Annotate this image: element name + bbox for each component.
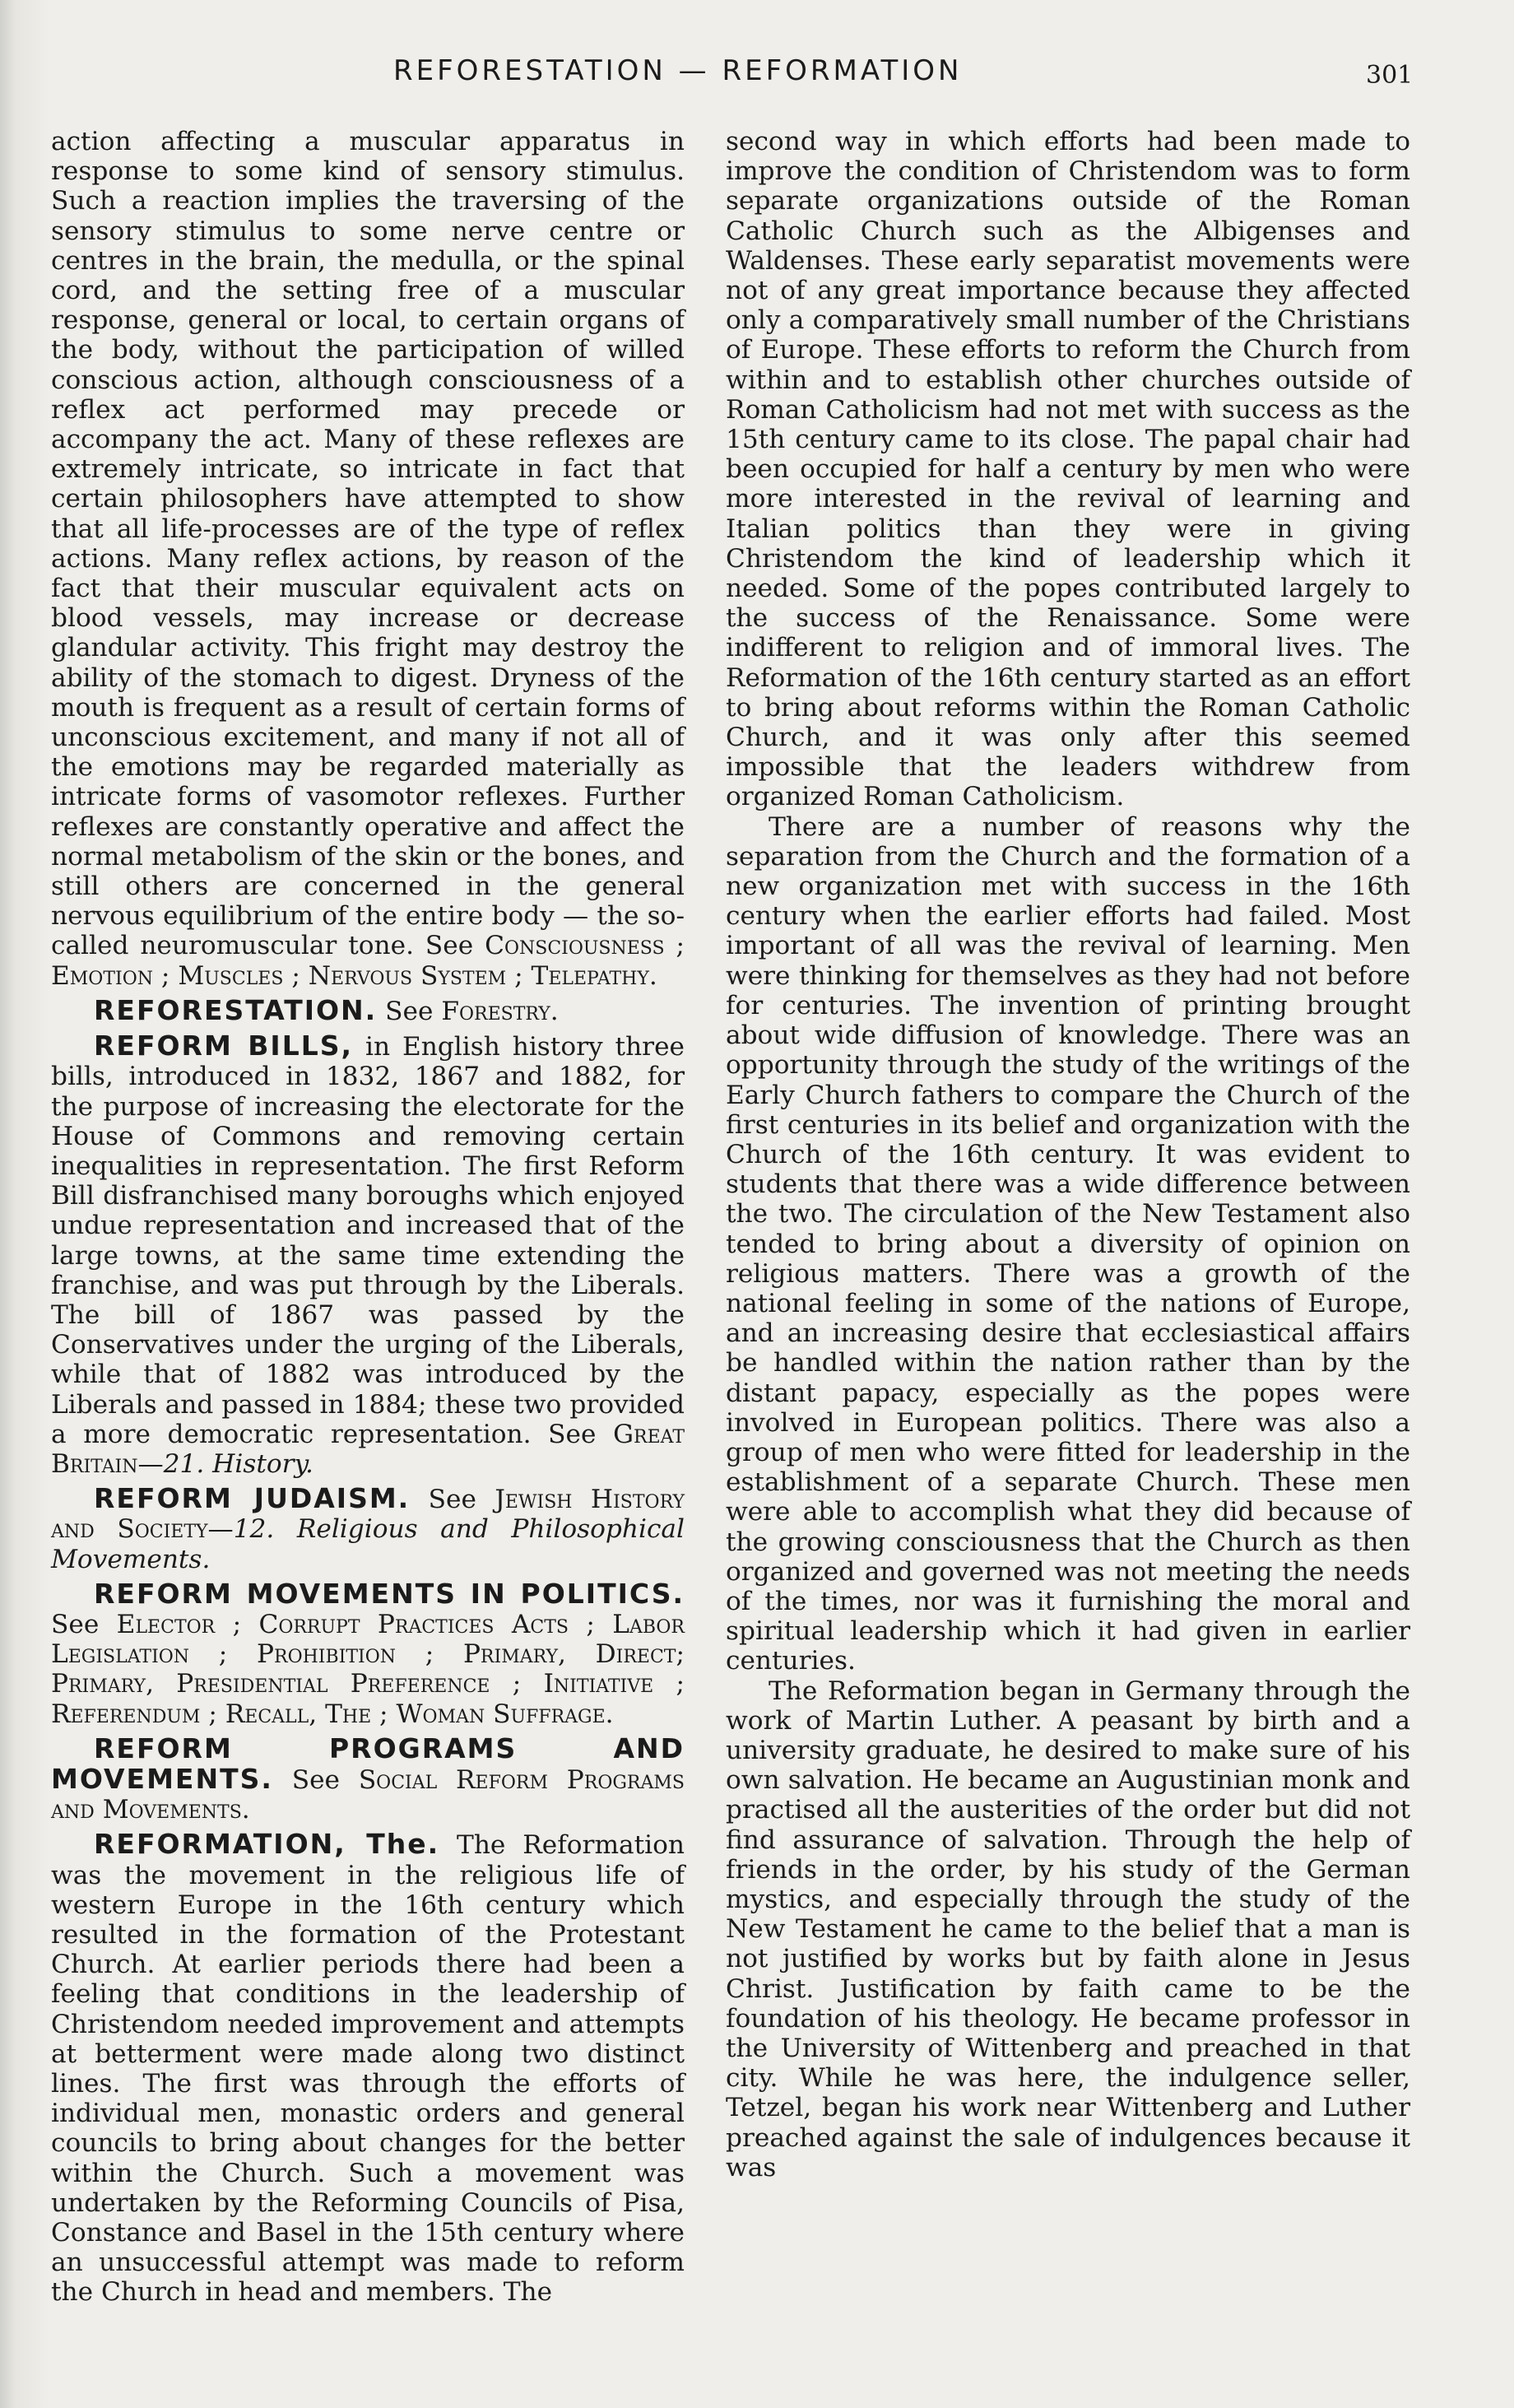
- reformation-paragraph-1: second way in which efforts had been made to improve the condition of Christendom was to form separate organizations outside of the Roman Catholic Church such as the Albigenses and Waldenses. These early separatist movements were not of any great importance because they affected only a comparatively small number of the Christians of Europe. These efforts to reform the Church from within and to establish other churches outside of Roman Catholicism had not met with success as the 15th century came to its close. The papal chair had been occupied for half a century by men who were more interested in the revival of learning and Italian politics than they were in giving Christendom the kind of leadership which it needed. Some of the popes contributed largely to the success of the Renaissance. Some were indifferent to religion and of immoral lives. The Reformation of the 16th century started as an effort to bring about reforms within the Roman Catholic Church, and it was only after this seemed impossible that the leaders withdrew from organized Roman Catholicism.: [726, 127, 1410, 812]
- see-label: See: [428, 1485, 476, 1515]
- entry-text: The Reformation was the movement in the religious life of western Europe in the 16th century which resulted in the formation of the Protestant Church. At earlier periods there had been a feeling that conditions in the leadership of Christendom needed improvement and attempts at betterment were made along two distinct lines. The first was through the efforts of individual men, monastic orders and general councils to bring about changes for the better within the Church. Such a movement was undertaken by the Reforming Councils of Pisa, Constance and Basel in the 15th century where an unsuccessful attempt was made to reform the Church in head and members. The: [51, 1830, 685, 2308]
- cross-reference-great-britain[interactable]: Great Britain—: [51, 1419, 685, 1479]
- cross-reference-subsection[interactable]: 12. Religious and Philosophical Movements.: [51, 1514, 685, 1574]
- cross-reference-social-reform[interactable]: Social Reform Programs and Movements.: [51, 1764, 685, 1825]
- cross-reference-jewish-history[interactable]: Jewish History and Society—: [51, 1485, 685, 1545]
- entry-heading: REFORM BILLS,: [94, 1030, 354, 1062]
- cross-reference-subsection[interactable]: 21. History.: [163, 1448, 313, 1479]
- see-label: See: [51, 1609, 100, 1639]
- entry-heading: REFORM MOVEMENTS IN POLITICS.: [94, 1577, 685, 1610]
- cross-reference-forestry[interactable]: Forestry.: [441, 996, 559, 1026]
- entry-reform-judaism: [51, 1484, 685, 1574]
- left-column: [51, 127, 685, 2313]
- page-number: 301: [1366, 61, 1414, 90]
- reflex-cross-references[interactable]: Consciousness ; Emotion ; Muscles ; Nervous System ; Telepathy.: [51, 931, 685, 991]
- reflex-see: See: [425, 931, 474, 961]
- entry-text: in English history three bills, introduced in 1832, 1867 and 1882, for the purpose of increasing the electorate for the House of Commons and removing certain inequalities in representation. The first Reform Bill disfranchised many boroughs which enjoyed undue representation and increased that of the large towns, at the same time extending the franchise, and was put through by the Liberals. The bill of 1867 was passed by the Conservatives under the urging of the Liberals, while that of 1882 was introduced by the Liberals and passed in 1884; these two provided a more democratic representation. See: [51, 1032, 685, 1449]
- entry-heading: REFORM JUDAISM.: [94, 1482, 411, 1515]
- entry-heading: REFORESTATION.: [94, 993, 378, 1026]
- page-header: [0, 54, 1514, 95]
- see-label: See: [385, 996, 434, 1026]
- entry-reform-movements-politics: [51, 1579, 685, 1729]
- entry-heading: REFORM PROGRAMS AND MOVEMENTS.: [51, 1732, 685, 1795]
- cross-references-politics[interactable]: Elector ; Corrupt Practices Acts ; Labor Legislation ; Prohibition ; Primary, Direct; Primary, Presidential Preference ; Initiative ; Referendum ; Recall, The ; Woman Suffrage.: [51, 1609, 685, 1729]
- entry-heading: REFORMATION, The.: [94, 1828, 440, 1861]
- entry-reflex-continued: [51, 127, 685, 991]
- entry-reformation: [51, 1829, 685, 2307]
- reformation-paragraph-3: The Reformation began in Germany through the work of Martin Luther. A peasant by birth and a university graduate, he desired to make sure of his own salvation. He became an Augustinian monk and practised all the austerities of the order but did not find assurance of salvation. Through the help of friends in the order, by his study of the German mystics, and especially through the study of the New Testament he came to the belief that a man is not justified by works but by faith alone in Jesus Christ. Justification by faith came to be the foundation of his theology. He became professor in the University of Wittenberg and preached in that city. While he was here, the indulgence seller, Tetzel, began his work near Wittenberg and Luther preached against the sale of indulgences because it was: [726, 1676, 1410, 2183]
- reformation-paragraph-2: There are a number of reasons why the separation from the Church and the formation of a new organization met with success in the 16th century when the earlier efforts had failed. Most important of all was the revival of learning. Men were thinking for themselves as they had not before for centuries. The invention of printing brought about wide diffusion of knowledge. There was an opportunity through the study of the writings of the Early Church fathers to compare the Church of the first centuries in its belief and organization with the Church of the 16th century. It was evident to students that there was a wide difference between the two. The circulation of the New Testament also tended to bring about a diversity of opinion on religious matters. There was a growth of the national feeling in some of the nations of Europe, and an increasing desire that ecclesiastical affairs be handled within the nation rather than by the distant papacy, especially as the popes were involved in European politics. There was also a group of men who were fitted for leadership in the establishment of a separate Church. These men were able to accomplish what they did because of the growing consciousness that the Church as then organized and governed was not meeting the needs of the times, nor was it furnishing the moral and spiritual leadership which it had given in earlier centuries.: [726, 811, 1410, 1676]
- entry-reform-programs: [51, 1734, 685, 1825]
- right-column: [726, 127, 1410, 2183]
- entry-reform-bills: [51, 1031, 685, 1479]
- see-label: See: [291, 1764, 340, 1795]
- reflex-text: action affecting a muscular apparatus in response to some kind of sensory stimulus. Such a reaction implies the traversing of the sensory stimulus to some nerve centre or centres in the brain, the medulla, or the spinal cord, and the setting free of a muscular response, general or local, to certain organs of the body, without the participation of willed conscious action, although consciousness of a reflex act performed may precede or accompany the act. Many of these reflexes are extremely intricate, so intricate in fact that certain philosophers have attempted to show that all life-processes are of the type of reflex actions. Many reflex actions, by reason of the fact that their muscular equivalent acts on blood vessels, may increase or decrease glandular activity. This fright may destroy the ability of the stomach to digest. Dryness of the mouth is frequent as a result of certain forms of unconscious excitement, and many if not all of the emotions may be regarded materially as intricate forms of vasomotor reflexes. Further reflexes are constantly operative and affect the normal metabolism of the skin or the bones, and still others are concerned in the general nervous equilibrium of the entire body — the so-called neuromuscular tone.: [51, 127, 685, 961]
- running-head: REFORESTATION — REFORMATION: [393, 54, 963, 87]
- entry-reforestation: [51, 993, 685, 1026]
